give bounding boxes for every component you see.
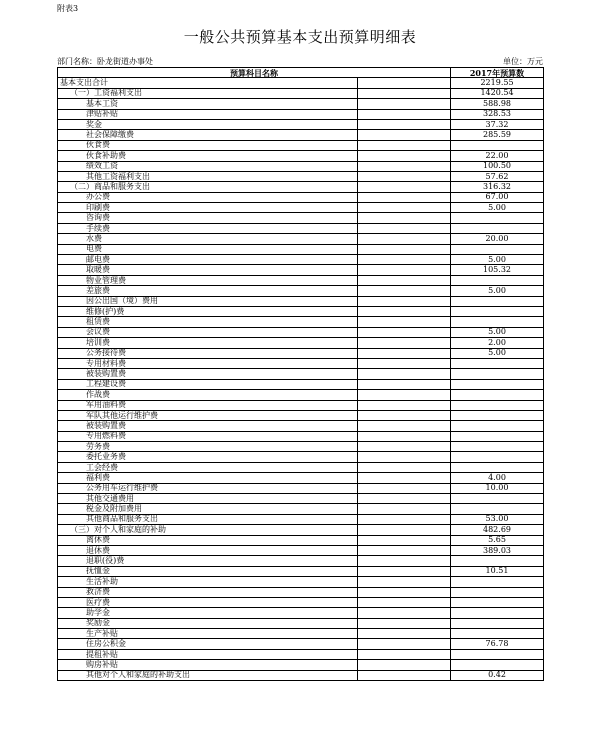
budget-item-name: 维修(护)费: [58, 306, 358, 316]
blank-cell: [358, 327, 451, 337]
blank-cell: [358, 192, 451, 202]
budget-amount: [451, 660, 544, 670]
budget-item-name: 伙食补助费: [58, 151, 358, 161]
budget-amount: [451, 275, 544, 285]
budget-amount: 53.00: [451, 514, 544, 524]
budget-amount: 20.00: [451, 234, 544, 244]
budget-amount: 5.00: [451, 327, 544, 337]
budget-amount: [451, 649, 544, 659]
blank-cell: [358, 660, 451, 670]
budget-amount: 328.53: [451, 109, 544, 119]
budget-item-name: 津贴补贴: [58, 109, 358, 119]
table-body: [58, 78, 544, 681]
blank-cell: [358, 213, 451, 223]
table-row: [58, 109, 544, 119]
budget-item-name: 水费: [58, 234, 358, 244]
budget-table: [57, 67, 544, 681]
budget-item-name: 住房公积金: [58, 639, 358, 649]
table-row: [58, 244, 544, 254]
blank-cell: [358, 275, 451, 285]
blank-cell: [358, 296, 451, 306]
table-row: [58, 182, 544, 192]
budget-amount: [451, 421, 544, 431]
table-row: [58, 608, 544, 618]
blank-cell: [358, 421, 451, 431]
table-row: [58, 265, 544, 275]
budget-amount: [451, 556, 544, 566]
blank-cell: [358, 223, 451, 233]
budget-amount: [451, 452, 544, 462]
budget-amount: [451, 358, 544, 368]
blank-cell: [358, 514, 451, 524]
table-row: [58, 462, 544, 472]
budget-item-name: 被装购置费: [58, 421, 358, 431]
table-row: [58, 649, 544, 659]
table-row: [58, 78, 544, 88]
table-row: [58, 275, 544, 285]
blank-cell: [358, 171, 451, 181]
budget-item-name: 其他工资福利支出: [58, 171, 358, 181]
budget-amount: 389.03: [451, 545, 544, 555]
table-row: [58, 577, 544, 587]
blank-cell: [358, 473, 451, 483]
budget-amount: 285.59: [451, 130, 544, 140]
budget-item-name: （三）对个人和家庭的补助: [58, 525, 358, 535]
table-row: [58, 369, 544, 379]
budget-item-name: 福利费: [58, 473, 358, 483]
budget-amount: [451, 317, 544, 327]
blank-cell: [358, 88, 451, 98]
table-row: [58, 203, 544, 213]
budget-item-name: 基本支出合计: [58, 78, 358, 88]
table-row: [58, 223, 544, 233]
budget-amount: 10.00: [451, 483, 544, 493]
blank-cell: [358, 483, 451, 493]
budget-item-name: 因公出国（境）费用: [58, 296, 358, 306]
table-row: [58, 171, 544, 181]
budget-amount: [451, 431, 544, 441]
budget-amount: 482.69: [451, 525, 544, 535]
budget-amount: 5.00: [451, 203, 544, 213]
budget-item-name: 咨询费: [58, 213, 358, 223]
table-row: [58, 327, 544, 337]
blank-cell: [358, 306, 451, 316]
budget-amount: 0.42: [451, 670, 544, 680]
blank-cell: [358, 494, 451, 504]
budget-item-name: 税金及附加费用: [58, 504, 358, 514]
appendix-label: 附表3: [57, 4, 79, 13]
blank-cell: [358, 400, 451, 410]
budget-amount: [451, 306, 544, 316]
table-row: [58, 452, 544, 462]
budget-amount: 4.00: [451, 473, 544, 483]
table-row: [58, 597, 544, 607]
table-row: [58, 400, 544, 410]
blank-cell: [358, 151, 451, 161]
budget-amount: [451, 390, 544, 400]
budget-item-name: 生活补助: [58, 577, 358, 587]
blank-cell: [358, 545, 451, 555]
table-row: [58, 483, 544, 493]
budget-amount: 10.51: [451, 566, 544, 576]
blank-cell: [358, 670, 451, 680]
table-row: [58, 660, 544, 670]
budget-amount: [451, 577, 544, 587]
budget-item-name: 物业管理费: [58, 275, 358, 285]
blank-cell: [358, 525, 451, 535]
budget-amount: 2.00: [451, 338, 544, 348]
table-row: [58, 587, 544, 597]
budget-item-name: 奖励金: [58, 618, 358, 628]
blank-cell: [358, 587, 451, 597]
blank-cell: [358, 390, 451, 400]
budget-item-name: 公务接待费: [58, 348, 358, 358]
blank-cell: [358, 577, 451, 587]
budget-amount: [451, 504, 544, 514]
budget-amount: [451, 400, 544, 410]
budget-item-name: 办公费: [58, 192, 358, 202]
budget-item-name: 工程建设费: [58, 379, 358, 389]
budget-item-name: 其他交通费用: [58, 494, 358, 504]
blank-cell: [358, 649, 451, 659]
table-row: [58, 494, 544, 504]
budget-item-name: 邮电费: [58, 255, 358, 265]
table-row: [58, 629, 544, 639]
budget-item-name: 其他对个人和家庭的补助支出: [58, 670, 358, 680]
budget-amount: [451, 140, 544, 150]
blank-cell: [358, 161, 451, 171]
budget-amount: 1420.54: [451, 88, 544, 98]
blank-cell: [358, 556, 451, 566]
budget-item-name: 购房补贴: [58, 660, 358, 670]
budget-amount: [451, 618, 544, 628]
table-row: [58, 473, 544, 483]
budget-amount: [451, 442, 544, 452]
blank-cell: [358, 535, 451, 545]
table-row: [58, 556, 544, 566]
blank-cell: [358, 255, 451, 265]
budget-amount: 100.50: [451, 161, 544, 171]
blank-cell: [358, 109, 451, 119]
table-row: [58, 151, 544, 161]
budget-item-name: 手续费: [58, 223, 358, 233]
budget-item-name: 退职(役)费: [58, 556, 358, 566]
table-row: [58, 504, 544, 514]
budget-amount: 105.32: [451, 265, 544, 275]
blank-cell: [358, 358, 451, 368]
blank-cell: [358, 348, 451, 358]
blank-cell: [358, 639, 451, 649]
budget-item-name: 劳务费: [58, 442, 358, 452]
blank-cell: [358, 130, 451, 140]
budget-item-name: 助学金: [58, 608, 358, 618]
table-row: [58, 255, 544, 265]
table-row: [58, 130, 544, 140]
budget-amount: [451, 213, 544, 223]
budget-amount: [451, 597, 544, 607]
budget-item-name: 差旅费: [58, 286, 358, 296]
budget-item-name: 租赁费: [58, 317, 358, 327]
budget-amount: 5.00: [451, 286, 544, 296]
table-row: [58, 213, 544, 223]
table-row: [58, 99, 544, 109]
budget-amount: [451, 608, 544, 618]
table-row: [58, 639, 544, 649]
blank-cell: [358, 410, 451, 420]
budget-amount: [451, 494, 544, 504]
table-row: [58, 296, 544, 306]
budget-amount: [451, 379, 544, 389]
blank-cell: [358, 452, 451, 462]
budget-amount: 67.00: [451, 192, 544, 202]
budget-item-name: （一）工资福利支出: [58, 88, 358, 98]
budget-item-name: 伙食费: [58, 140, 358, 150]
blank-cell: [358, 182, 451, 192]
table-row: [58, 119, 544, 129]
table-row: [58, 161, 544, 171]
blank-cell: [358, 597, 451, 607]
budget-item-name: 救济费: [58, 587, 358, 597]
table-row: [58, 514, 544, 524]
blank-cell: [358, 265, 451, 275]
budget-item-name: 社会保障缴费: [58, 130, 358, 140]
budget-item-name: 生产补贴: [58, 629, 358, 639]
table-row: [58, 670, 544, 680]
budget-item-name: 抚恤金: [58, 566, 358, 576]
table-row: [58, 234, 544, 244]
blank-cell: [358, 618, 451, 628]
budget-item-name: 离休费: [58, 535, 358, 545]
budget-item-name: 绩效工资: [58, 161, 358, 171]
blank-cell: [358, 317, 451, 327]
header-item-name: 预算科目名称: [58, 68, 451, 78]
table-row: [58, 431, 544, 441]
budget-item-name: 电费: [58, 244, 358, 254]
table-row: [58, 358, 544, 368]
table-row: [58, 348, 544, 358]
blank-cell: [358, 338, 451, 348]
budget-item-name: 培训费: [58, 338, 358, 348]
budget-amount: [451, 244, 544, 254]
blank-cell: [358, 629, 451, 639]
table-header-row: [58, 68, 544, 78]
budget-item-name: 军队其他运行维护费: [58, 410, 358, 420]
blank-cell: [358, 462, 451, 472]
table-row: [58, 421, 544, 431]
budget-item-name: 取暖费: [58, 265, 358, 275]
table-row: [58, 338, 544, 348]
table-row: [58, 88, 544, 98]
blank-cell: [358, 244, 451, 254]
budget-amount: 588.98: [451, 99, 544, 109]
budget-item-name: 基本工资: [58, 99, 358, 109]
budget-item-name: 工会经费: [58, 462, 358, 472]
budget-amount: 5.00: [451, 255, 544, 265]
blank-cell: [358, 78, 451, 88]
budget-item-name: 会议费: [58, 327, 358, 337]
table-row: [58, 410, 544, 420]
table-row: [58, 566, 544, 576]
budget-amount: [451, 369, 544, 379]
budget-item-name: 奖金: [58, 119, 358, 129]
table-row: [58, 525, 544, 535]
table-row: [58, 379, 544, 389]
budget-item-name: 军用油料费: [58, 400, 358, 410]
table-row: [58, 535, 544, 545]
budget-amount: 37.32: [451, 119, 544, 129]
budget-amount: [451, 410, 544, 420]
budget-amount: 22.00: [451, 151, 544, 161]
budget-amount: [451, 296, 544, 306]
blank-cell: [358, 99, 451, 109]
table-row: [58, 140, 544, 150]
budget-amount: [451, 629, 544, 639]
budget-amount: 316.32: [451, 182, 544, 192]
blank-cell: [358, 379, 451, 389]
table-row: [58, 306, 544, 316]
budget-amount: 2219.55: [451, 78, 544, 88]
blank-cell: [358, 203, 451, 213]
budget-amount: 5.65: [451, 535, 544, 545]
budget-amount: 76.78: [451, 639, 544, 649]
budget-amount: [451, 462, 544, 472]
unit-label: 单位：万元: [503, 57, 543, 66]
budget-item-name: 退休费: [58, 545, 358, 555]
blank-cell: [358, 286, 451, 296]
table-row: [58, 442, 544, 452]
table-row: [58, 545, 544, 555]
budget-item-name: 作战费: [58, 390, 358, 400]
budget-item-name: 专用材料费: [58, 358, 358, 368]
header-budget-2017: 2017年预算数: [451, 68, 544, 78]
budget-item-name: 公务用车运行维护费: [58, 483, 358, 493]
budget-item-name: 印刷费: [58, 203, 358, 213]
budget-item-name: 医疗费: [58, 597, 358, 607]
blank-cell: [358, 442, 451, 452]
budget-item-name: 专用燃料费: [58, 431, 358, 441]
table-row: [58, 317, 544, 327]
budget-amount: [451, 223, 544, 233]
blank-cell: [358, 369, 451, 379]
budget-amount: [451, 587, 544, 597]
budget-amount: 57.62: [451, 171, 544, 181]
page-title: 一般公共预算基本支出预算明细表: [183, 28, 417, 46]
blank-cell: [358, 140, 451, 150]
budget-item-name: 其他商品和服务支出: [58, 514, 358, 524]
department-label: 部门名称：卧龙街道办事处: [57, 57, 153, 66]
table-row: [58, 390, 544, 400]
blank-cell: [358, 608, 451, 618]
blank-cell: [358, 431, 451, 441]
table-row: [58, 192, 544, 202]
blank-cell: [358, 566, 451, 576]
blank-cell: [358, 119, 451, 129]
budget-amount: 5.00: [451, 348, 544, 358]
budget-item-name: 被装购置费: [58, 369, 358, 379]
table-row: [58, 618, 544, 628]
blank-cell: [358, 234, 451, 244]
budget-item-name: 委托业务费: [58, 452, 358, 462]
budget-item-name: 提租补贴: [58, 649, 358, 659]
table-row: [58, 286, 544, 296]
blank-cell: [358, 504, 451, 514]
budget-item-name: （二）商品和服务支出: [58, 182, 358, 192]
